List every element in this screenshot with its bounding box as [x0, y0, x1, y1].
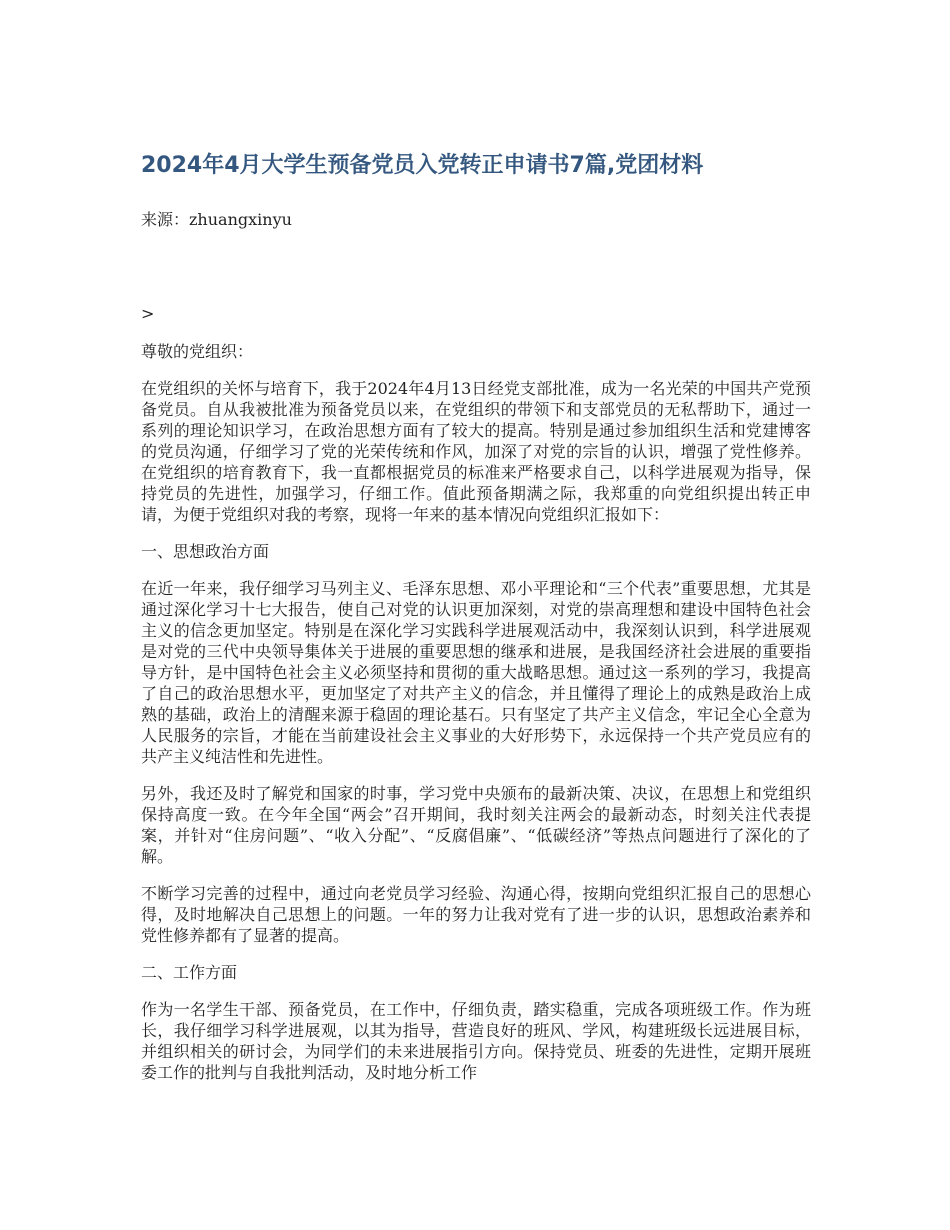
paragraph-intro: 在党组织的关怀与培育下，我于2024年4月13日经党支部批准，成为一名光荣的中国共产党预备党员。自从我被批准为预备党员以来，在党组织的带领下和支部党员的无私帮助下，通过一系列的理论知识学习，在政治思想方面有了较大的提高。特别是通过参加组织生活和党建博客的党员沟通，仔细学习了党的光荣传统和作风，加深了对党的宗旨的认识，增强了党性修养。在党组织的培育教育下，我一直都根据党员的标准来严格要求自己，以科学进展观为指导，保持党员的先进性，加强学习，仔细工作。值此预备期满之际，我郑重的向党组织提出转正申请，为便于党组织对我的考察，现将一年来的基本情况向党组织汇报如下： [141, 379, 811, 524]
paragraph-ideology-study: 在近一年来，我仔细学习马列主义、毛泽东思想、邓小平理论和“三个代表”重要思想，尤其是通过深化学习十七大报告，使自己对党的认识更加深刻，对党的崇高理想和建设中国特色社会主义的信念更加坚定。特别是在深化学习实践科学进展观活动中，我深刻认识到，科学进展观是对党的三代中央领导集体关于进展的重要思想的继承和进展，是我国经济社会进展的重要指导方针，是中国特色社会主义必须坚持和贯彻的重大战略思想。通过这一系列的学习，我提高了自己的政治思想水平，更加坚定了对共产主义的信念，并且懂得了理论上的成熟是政治上成熟的基础，政治上的清醒来源于稳固的理论基石。只有坚定了共产主义信念，牢记全心全意为人民服务的宗旨，才能在当前建设社会主义事业的大好形势下，永远保持一个共产党员应有的共产主义纯洁性和先进性。 [141, 579, 811, 766]
paragraph-self-improvement: 不断学习完善的过程中，通过向老党员学习经验、沟通心得，按期向党组织汇报自己的思想心得，及时地解决自己思想上的问题。一年的努力让我对党有了进一步的认识，思想政治素养和党性修养都有了显著的提高。 [141, 884, 811, 945]
salutation: 尊敬的党组织： [141, 342, 254, 361]
quote-marker: > [141, 304, 155, 323]
paragraph-current-affairs: 另外，我还及时了解党和国家的时事，学习党中央颁布的最新决策、决议，在思想上和党组织保持高度一致。在今年全国“两会”召开期间，我时刻关注两会的最新动态，时刻关注代表提案，并针对“住房问题”、“收入分配”、“反腐倡廉”、“低碳经济”等热点问题进行了深化的了解。 [141, 784, 811, 866]
source-line: 来源：zhuangxinyu [141, 210, 292, 229]
paragraph-work: 作为一名学生干部、预备党员，在工作中，仔细负责，踏实稳重，完成各项班级工作。作为班长，我仔细学习科学进展观，以其为指导，营造良好的班风、学风，构建班级长远进展目标，并组织相关的研讨会，为同学们的未来进展指引方向。保持党员、班委的先进性，定期开展班委工作的批判与自我批判活动，及时地分析工作 [141, 1000, 811, 1082]
section-heading-ideology: 一、思想政治方面 [141, 542, 270, 561]
document-page [141, 150, 811, 1083]
document-title: 2024年4月大学生预备党员入党转正申请书7篇,党团材料 [141, 153, 704, 178]
section-heading-work: 二、工作方面 [141, 963, 238, 982]
